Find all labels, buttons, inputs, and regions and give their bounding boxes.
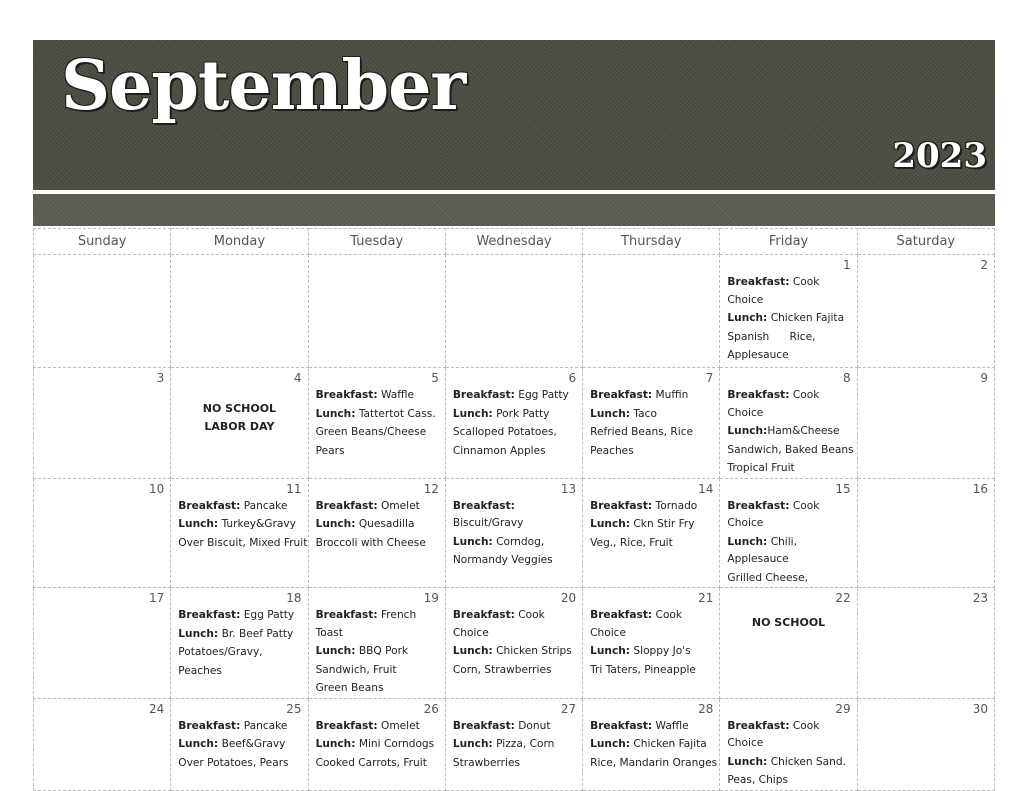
lunch-item: Corndog, — [496, 535, 545, 548]
breakfast-item: Cook Choice — [727, 499, 820, 529]
menu-side-item: Refried Beans, Rice — [590, 426, 694, 438]
breakfast-label: Breakfast: — [727, 276, 790, 288]
breakfast-line — [171, 497, 307, 516]
day-number — [34, 255, 170, 273]
lunch-line — [583, 405, 719, 424]
day-cell — [857, 368, 994, 479]
day-cell — [583, 588, 720, 699]
breakfast-line — [446, 386, 582, 405]
menu-side-item: Over Biscuit, Mixed Fruit — [178, 536, 308, 549]
lunch-line — [171, 625, 307, 644]
day-number: 26 — [423, 701, 439, 716]
day-cell — [583, 478, 720, 588]
menu-side-item: Tri Taters, Pineapple — [590, 663, 696, 676]
lunch-label: Lunch: — [727, 755, 768, 768]
breakfast-label: Breakfast: — [590, 389, 653, 401]
day-cell — [308, 478, 445, 588]
breakfast-line — [720, 717, 856, 753]
weekday-header: Saturday — [857, 229, 994, 255]
lunch-line — [446, 642, 582, 661]
lunch-line — [309, 642, 445, 661]
menu-side-item: Cinnamon Apples — [452, 444, 546, 457]
lunch-label: Lunch: — [315, 738, 356, 750]
day-cell — [171, 255, 308, 368]
lunch-item: BBQ Pork — [358, 645, 409, 657]
no-school-note: LABOR DAY — [204, 420, 275, 433]
weekday-header-row — [34, 229, 995, 255]
lunch-line — [171, 735, 307, 754]
breakfast-label: Breakfast: — [178, 499, 241, 512]
day-number: 30 — [972, 701, 988, 716]
week-row — [34, 698, 995, 790]
weekday-header: Monday — [171, 229, 308, 255]
day-cell — [720, 588, 857, 699]
menu-side-item: Sandwich, Baked Beans — [727, 443, 854, 456]
day-cell — [720, 368, 857, 479]
day-cell — [171, 588, 308, 699]
lunch-item: Chicken Fajita — [633, 738, 707, 750]
day-number — [309, 255, 445, 273]
breakfast-label: Breakfast: — [178, 609, 241, 621]
day-cell — [171, 368, 308, 479]
day-cell — [445, 368, 582, 479]
menu-side-item: Peaches — [178, 664, 222, 677]
breakfast-line — [171, 717, 307, 736]
lunch-label: Lunch: — [590, 518, 631, 530]
lunch-label: Lunch: — [590, 645, 631, 657]
breakfast-item: Pancake — [243, 499, 288, 512]
day-cell — [445, 255, 582, 368]
menu-side-item: Grilled Cheese, — [727, 571, 808, 584]
breakfast-line — [720, 386, 856, 422]
day-number: 29 — [835, 701, 851, 716]
breakfast-line — [720, 497, 856, 533]
breakfast-item: Cook Choice — [727, 276, 820, 306]
day-number: 11 — [286, 481, 302, 496]
day-number — [171, 255, 307, 273]
breakfast-label: Breakfast: — [590, 499, 653, 512]
breakfast-item: Cook Choice — [590, 609, 683, 639]
calendar-grid — [33, 228, 995, 791]
breakfast-label: Breakfast: — [315, 719, 378, 732]
lunch-item: Mini Corndogs — [358, 738, 435, 750]
menu-side-item: Green Beans — [315, 682, 384, 694]
menu-side-item: Cooked Carrots, Fruit — [315, 756, 427, 769]
day-cell — [34, 698, 171, 790]
day-cell — [445, 478, 582, 588]
breakfast-label: Breakfast: — [178, 719, 241, 732]
breakfast-line — [309, 606, 445, 642]
day-cell — [583, 255, 720, 368]
day-cell — [445, 588, 582, 699]
lunch-label: Lunch: — [590, 407, 631, 420]
lunch-item: Turkey&Gravy — [221, 518, 296, 530]
header-strip — [33, 194, 995, 226]
breakfast-line — [446, 606, 582, 642]
breakfast-item: Egg Patty — [518, 389, 569, 401]
week-row — [34, 255, 995, 368]
day-cell — [720, 255, 857, 368]
lunch-label: Lunch: — [727, 535, 768, 548]
menu-side-item: Spanish Rice, — [727, 330, 816, 343]
lunch-line — [446, 533, 582, 552]
breakfast-label: Breakfast: — [315, 499, 378, 512]
lunch-item: Tattertot Cass. — [358, 407, 436, 420]
breakfast-item: Biscuit/Gravy — [452, 517, 524, 529]
breakfast-item: Egg Patty — [243, 609, 295, 621]
day-number: 2 — [980, 258, 988, 272]
lunch-line — [309, 405, 445, 424]
no-school-note: NO SCHOOL — [202, 402, 277, 415]
breakfast-item: Omelet — [380, 719, 420, 732]
lunch-line — [309, 735, 445, 754]
breakfast-line — [446, 717, 582, 736]
day-number: 9 — [980, 371, 988, 385]
day-number: 22 — [835, 591, 851, 605]
day-number: 27 — [560, 701, 577, 716]
menu-side-item: Applesauce — [727, 349, 789, 361]
menu-side-item: Green Beans/Cheese — [315, 426, 427, 438]
menu-side-item: Peaches — [590, 444, 634, 457]
lunch-label: Lunch: — [315, 407, 356, 420]
lunch-label: Lunch: — [315, 518, 356, 530]
breakfast-line — [583, 606, 719, 642]
breakfast-label: Breakfast: — [590, 609, 653, 621]
week-row — [34, 368, 995, 479]
day-cell — [583, 698, 720, 790]
lunch-line — [446, 405, 582, 424]
day-number: 18 — [286, 591, 302, 605]
breakfast-item: Muffin — [655, 389, 689, 401]
breakfast-label: Breakfast: — [727, 719, 790, 732]
breakfast-label: Breakfast: — [727, 499, 790, 512]
menu-side-item: Pears — [315, 444, 345, 457]
weekday-header: Wednesday — [445, 229, 582, 255]
lunch-line — [720, 309, 856, 328]
lunch-line — [171, 515, 307, 534]
day-number: 12 — [423, 481, 439, 496]
day-number: 25 — [286, 701, 302, 716]
day-number: 5 — [431, 371, 439, 385]
lunch-line — [583, 642, 719, 661]
breakfast-item: Waffle — [655, 719, 689, 732]
menu-side-item: Potatoes/Gravy, — [178, 646, 263, 658]
year-title: 2023 — [892, 136, 987, 176]
menu-side-item: Broccoli with Cheese — [315, 536, 426, 549]
breakfast-line — [171, 606, 307, 625]
day-number: 16 — [972, 481, 988, 496]
menu-side-item: Strawberries — [452, 756, 520, 769]
day-number: 17 — [149, 591, 165, 605]
month-title: September — [61, 46, 466, 126]
day-cell — [34, 255, 171, 368]
day-number: 14 — [698, 481, 714, 496]
day-cell — [720, 698, 857, 790]
day-cell — [308, 255, 445, 368]
menu-side-item: Scalloped Potatoes, — [452, 426, 557, 438]
day-cell — [171, 478, 308, 588]
lunch-line — [583, 735, 719, 754]
day-number: 7 — [705, 371, 714, 385]
day-cell — [445, 698, 582, 790]
lunch-label: Lunch: — [452, 645, 493, 657]
day-number: 8 — [843, 371, 851, 385]
menu-side-item: Corn, Strawberries — [452, 663, 552, 676]
breakfast-label: Breakfast: — [452, 719, 515, 732]
no-school-note: NO SCHOOL — [751, 616, 826, 629]
weekday-header: Sunday — [34, 229, 171, 255]
menu-side-item: Peas, Chips — [727, 774, 788, 786]
breakfast-label: Breakfast: — [452, 499, 515, 512]
breakfast-item: Cook Choice — [452, 609, 545, 639]
breakfast-label: Breakfast: — [315, 389, 378, 401]
lunch-label: Lunch: — [452, 738, 493, 750]
weekday-header: Tuesday — [308, 229, 445, 255]
breakfast-label: Breakfast: — [590, 719, 653, 732]
breakfast-line — [720, 273, 856, 309]
lunch-label: Lunch: — [315, 645, 356, 657]
day-cell — [720, 478, 857, 588]
day-cell — [583, 368, 720, 479]
breakfast-line — [583, 717, 719, 736]
day-cell — [308, 588, 445, 699]
lunch-line — [720, 533, 856, 569]
day-number: 21 — [698, 591, 714, 605]
lunch-item: Sloppy Jo's — [633, 645, 691, 657]
menu-side-item: Tropical Fruit — [727, 462, 795, 474]
lunch-item: Br. Beef Patty — [221, 627, 294, 640]
breakfast-item: Cook Choice — [727, 719, 820, 749]
day-cell — [857, 255, 994, 368]
week-row — [34, 588, 995, 699]
breakfast-item: Pancake — [243, 719, 288, 732]
day-number: 10 — [149, 481, 165, 496]
lunch-item: Pizza, Corn — [496, 738, 555, 750]
lunch-line — [583, 515, 719, 534]
day-number: 24 — [149, 701, 165, 716]
breakfast-label: Breakfast: — [452, 389, 515, 401]
breakfast-item: Cook Choice — [727, 389, 820, 419]
lunch-item: Chicken Sand. — [770, 755, 846, 768]
lunch-line — [309, 515, 445, 534]
weekday-header: Friday — [720, 229, 857, 255]
weekday-header: Thursday — [583, 229, 720, 255]
lunch-item: Taco — [633, 407, 657, 420]
lunch-label: Lunch: — [590, 738, 631, 750]
lunch-line — [446, 735, 582, 754]
breakfast-label: Breakfast: — [315, 609, 378, 621]
day-cell — [171, 698, 308, 790]
day-cell — [308, 698, 445, 790]
breakfast-label: Breakfast: — [452, 609, 515, 621]
lunch-item: Ham&Cheese — [767, 425, 840, 437]
day-number: 15 — [835, 481, 851, 496]
menu-side-item: Rice, Mandarin Oranges — [590, 756, 718, 769]
day-number: 28 — [698, 701, 714, 716]
lunch-item: Quesadilla — [358, 518, 415, 530]
breakfast-item: French Toast — [315, 609, 417, 639]
lunch-line — [720, 422, 856, 441]
menu-side-item: Sandwich, Fruit — [315, 663, 397, 676]
day-cell — [857, 588, 994, 699]
breakfast-line — [583, 386, 719, 405]
menu-side-item: Normandy Veggies — [452, 554, 553, 566]
day-cell — [34, 368, 171, 479]
month-banner — [33, 40, 995, 190]
day-number: 6 — [568, 371, 577, 385]
lunch-item: Chili, Applesauce — [727, 535, 797, 565]
lunch-label: Lunch: — [178, 518, 219, 530]
day-number — [583, 255, 719, 273]
day-cell — [308, 368, 445, 479]
breakfast-item: Waffle — [380, 389, 415, 401]
day-number: 3 — [156, 371, 165, 385]
lunch-item: Beef&Gravy — [221, 738, 286, 750]
day-cell — [857, 698, 994, 790]
day-number: 4 — [293, 371, 302, 385]
lunch-label: Lunch: — [452, 535, 493, 548]
breakfast-line — [446, 497, 582, 533]
breakfast-line — [309, 717, 445, 736]
breakfast-item: Tornado — [655, 499, 698, 512]
breakfast-line — [583, 497, 719, 516]
lunch-item: Chicken Fajita — [770, 312, 845, 324]
lunch-line — [720, 753, 856, 772]
day-number: 13 — [560, 481, 577, 496]
breakfast-line — [309, 497, 445, 516]
breakfast-item: Donut — [518, 719, 551, 732]
lunch-label: Lunch: — [178, 627, 219, 640]
lunch-label: Lunch: — [727, 312, 768, 324]
lunch-item: Chicken Strips — [496, 645, 572, 657]
day-number: 23 — [972, 591, 988, 605]
menu-side-item: Over Potatoes, Pears — [178, 756, 289, 769]
lunch-label: Lunch: — [727, 425, 768, 437]
lunch-label: Lunch: — [452, 407, 493, 420]
week-row — [34, 478, 995, 588]
day-number: 1 — [843, 258, 851, 272]
day-cell — [34, 588, 171, 699]
day-cell — [34, 478, 171, 588]
lunch-item: Pork Patty — [496, 407, 550, 420]
breakfast-label: Breakfast: — [727, 389, 790, 401]
lunch-item: Ckn Stir Fry — [633, 518, 695, 530]
breakfast-item: Omelet — [380, 499, 420, 512]
lunch-label: Lunch: — [178, 738, 219, 750]
menu-side-item: Veg., Rice, Fruit — [590, 536, 673, 549]
day-cell — [857, 478, 994, 588]
day-number: 19 — [423, 591, 439, 605]
day-number: 20 — [560, 591, 577, 605]
breakfast-line — [309, 386, 445, 405]
day-number — [446, 255, 582, 273]
